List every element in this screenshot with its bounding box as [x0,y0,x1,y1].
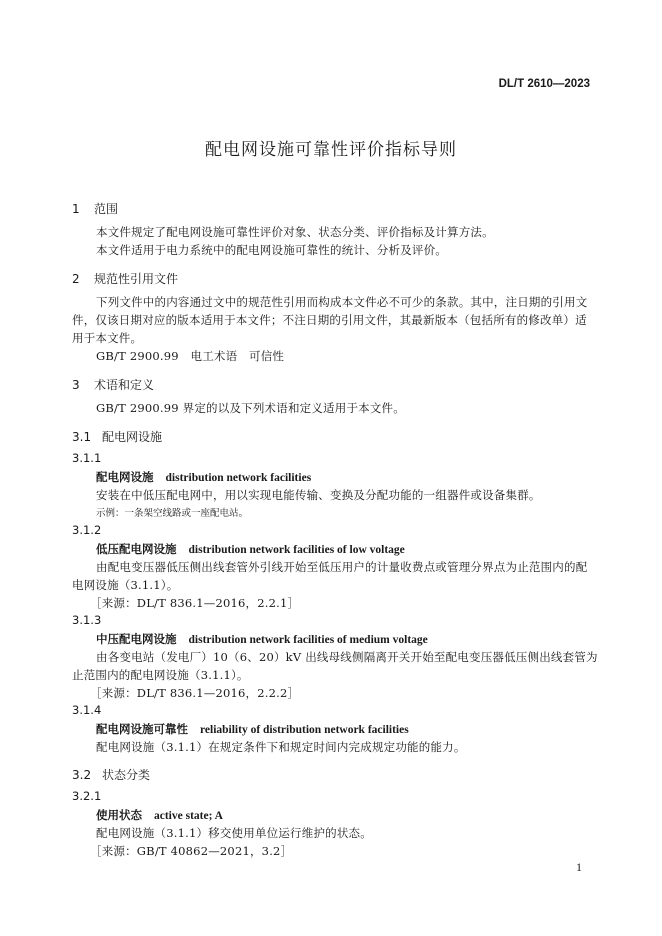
source-citation: ［来源：GB/T 40862—2021，3.2］ [90,844,293,858]
definition-line: 由各变电站（发电厂）10（6、20）kV 出线母线侧隔离开关开始至配电变压器低压侧出线套管为 [96,650,598,664]
term [96,469,311,485]
term-chinese: 配电网设施 [96,470,154,484]
subsection-number: 3.2 [72,768,92,782]
normative-reference: GB/T 2900.99 电工术语 可信性 [96,349,285,363]
source-citation: ［来源：DL/T 836.1—2016，2.2.2］ [90,686,300,700]
term-english: distribution network facilities of medium voltage [188,634,428,646]
page-number: 1 [576,860,582,874]
term-english: distribution network facilities [165,472,312,484]
clause-number: 3.1.1 [72,451,102,465]
subsection-number: 3.1 [72,430,92,444]
term-english: reliability of distribution network facilities [200,724,409,736]
clause-number: 3.1.2 [72,523,102,537]
subsection-title: 状态分类 [102,768,151,782]
paragraph-line: 用于本文件。 [72,331,143,345]
section-1-heading [72,200,118,217]
definition: 配电网设施（3.1.1）在规定条件下和规定时间内完成规定功能的能力。 [96,740,466,754]
section-title: 范围 [94,202,119,216]
term-chinese: 配电网设施可靠性 [96,722,188,736]
example-note: 示例：一条架空线路或一座配电站。 [96,508,249,519]
term [96,541,405,557]
section-2-heading [72,270,178,287]
section-title: 规范性引用文件 [94,272,179,286]
clause-number: 3.1.3 [72,613,102,627]
subsection-3-1-heading [72,428,162,445]
section-title: 术语和定义 [94,378,155,392]
subsection-3-2-heading [72,766,150,783]
clause-number: 3.1.4 [72,703,102,717]
term-chinese: 中压配电网设施 [96,632,177,646]
section-3-heading [72,376,154,393]
paragraph: GB/T 2900.99 界定的以及下列术语和定义适用于本文件。 [96,401,405,415]
clause-number: 3.2.1 [72,789,102,803]
section-number: 3 [72,378,80,392]
term-chinese: 使用状态 [96,808,142,822]
term [96,631,428,647]
definition-line: 电网设施（3.1.1）。 [72,578,179,592]
subsection-title: 配电网设施 [102,430,163,444]
term-english: distribution network facilities of low voltage [188,544,405,556]
paragraph: 本文件规定了配电网设施可靠性评价对象、状态分类、评价指标及计算方法。 [96,225,494,239]
definition: 配电网设施（3.1.1）移交使用单位运行维护的状态。 [96,826,372,840]
standard-number: DL/T 2610—2023 [498,78,590,90]
section-number: 1 [72,202,80,216]
term-english: active state; A [154,810,223,822]
definition-line: 止范围内的配电网设施（3.1.1）。 [72,668,249,682]
paragraph-line: 件，仅该日期对应的版本适用于本文件；不注日期的引用文件，其最新版本（包括所有的修改单）适 [72,313,587,327]
source-citation: ［来源：DL/T 836.1—2016，2.2.1］ [90,596,300,610]
term [96,721,409,737]
document-title: 配电网设施可靠性评价指标导则 [205,140,457,160]
paragraph-line: 下列文件中的内容通过文中的规范性引用而构成本文件必不可少的条款。其中，注日期的引用文 [96,295,588,309]
section-number: 2 [72,272,80,286]
paragraph: 本文件适用于电力系统中的配电网设施可靠性的统计、分析及评价。 [96,243,447,257]
term [96,807,223,823]
definition-line: 由配电变压器低压侧出线套管外引线开始至低压用户的计量收费点或管理分界点为止范围内的配 [96,560,588,574]
term-chinese: 低压配电网设施 [96,542,177,556]
definition: 安装在中低压配电网中，用以实现电能传输、变换及分配功能的一组器件或设备集群。 [96,488,541,502]
